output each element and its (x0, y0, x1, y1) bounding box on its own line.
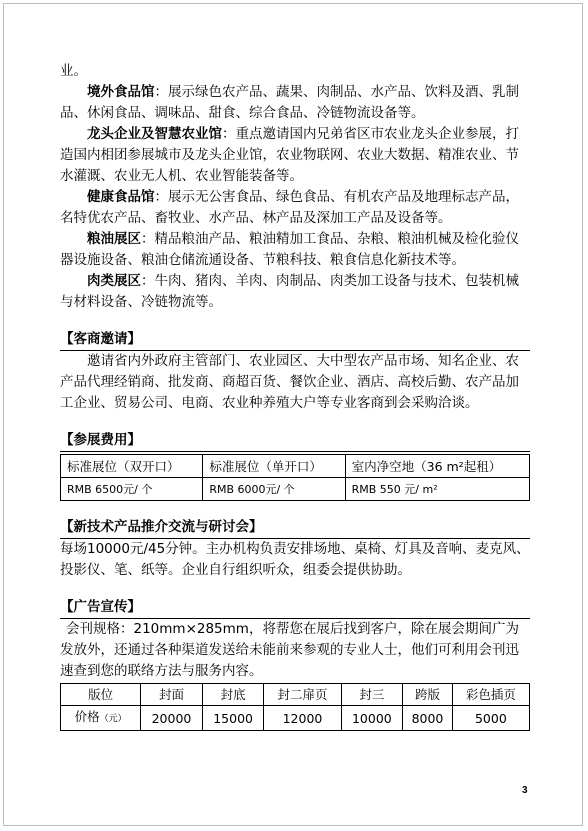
page-number: 3 (522, 785, 528, 796)
ad-position: 跨版 (403, 684, 453, 706)
table-row (61, 478, 530, 501)
ad-position: 封二扉页 (264, 684, 341, 706)
fee-price-space: RMB 550 元/ m² (345, 478, 529, 501)
ad-price: 10000 (341, 706, 403, 731)
merchants-text: 邀请省内外政府主管部门、农业园区、大中型农产品市场、知名企业、农产品代理经销商、批发商、商超百货、餐饮企业、酒店、高校后勤、农产品加工企业、贸易公司、电商、农业种养殖大户等专业客商到会采购洽谈。 (60, 353, 519, 411)
ad-price: 20000 (141, 706, 203, 731)
seminar-heading: 【新技术产品推介交流与研讨会】 (60, 517, 530, 539)
price-unit: （元） (99, 714, 127, 724)
ads-row-label: 版位 (61, 684, 141, 706)
ads-price-label (61, 706, 141, 731)
fees-heading: 【参展费用】 (60, 430, 530, 452)
seminar-text: 每场10000元/45分钟。主办机构负责安排场地、桌椅、灯具及音响、麦克风、投影仪、笔、纸等。企业自行组织听众，组委会提供协助。 (60, 541, 530, 578)
ad-price: 5000 (452, 706, 529, 731)
hall-name: 肉类展区 (87, 273, 141, 289)
table-row (61, 706, 530, 731)
fee-header-space: 室内净空地（36 m²起租） (345, 455, 529, 478)
hall-name: 龙头企业及智慧农业馆 (87, 126, 222, 142)
price-label: 价格 (74, 709, 100, 724)
ad-position: 封面 (141, 684, 203, 706)
hall-text: ：牛肉、猪肉、羊肉、肉制品、肉类加工设备与技术、包装机械与材料设备、冷链物流等。 (60, 273, 519, 310)
ad-position: 封底 (202, 684, 264, 706)
ads-heading: 【广告宣传】 (60, 597, 530, 619)
hall-text: ：精品粮油产品、粮油精加工食品、杂粮、粮油机械及检化验仪器设施设备、粮油仓储流通设备、节粮科技、粮食信息化新技术等。 (60, 231, 519, 268)
hall-text: ：展示无公害食品、绿色食品、有机农产品及地理标志产品，名特优农产品、畜牧业、水产品、林产品及深加工产品及设备等。 (60, 189, 519, 226)
ad-position: 封三 (341, 684, 403, 706)
intro-tail: 业。 (60, 63, 87, 79)
hall-name: 健康食品馆 (87, 189, 155, 205)
ad-price: 8000 (403, 706, 453, 731)
hall-meat (60, 271, 530, 313)
hall-name: 境外食品馆 (87, 84, 155, 100)
hall-overseas (60, 82, 530, 124)
fees-table (60, 454, 530, 501)
fee-price-double: RMB 6500元/ 个 (61, 478, 203, 501)
table-row (61, 684, 530, 706)
fee-header-single: 标准展位（单开口） (203, 455, 345, 478)
ad-price: 15000 (202, 706, 264, 731)
hall-text: ：重点邀请国内兄弟省区市农业龙头企业参展，打造国内相团参展城市及龙头企业馆，农业物联网、农业大数据、精准农业、节水灌溉、农业无人机、农业智能装备等。 (60, 126, 519, 184)
ads-table (60, 683, 530, 731)
hall-grain-oil (60, 229, 530, 271)
document-body (60, 61, 530, 731)
fee-header-double: 标准展位（双开口） (61, 455, 203, 478)
hall-name: 粮油展区 (87, 231, 141, 247)
hall-health-food (60, 187, 530, 229)
ads-text: 会刊规格：210mm×285mm，将帮您在展后找到客户，除在展会期间广为发放外，还通过各种渠道发送给未能前来参观的专业人士，他们可利用会刊迅速查到您的联络方法与服务内容。 (60, 621, 519, 679)
ad-position: 彩色插页 (452, 684, 529, 706)
hall-text: ：展示绿色农产品、蔬果、肉制品、水产品、饮料及酒、乳制品、休闲食品、调味品、甜食、综合食品、冷链物流设备等。 (60, 84, 519, 121)
table-row (61, 455, 530, 478)
fee-price-single: RMB 6000元/ 个 (203, 478, 345, 501)
hall-leading-enterprises (60, 124, 530, 187)
ad-price: 12000 (264, 706, 341, 731)
merchants-heading: 【客商邀请】 (60, 329, 530, 351)
